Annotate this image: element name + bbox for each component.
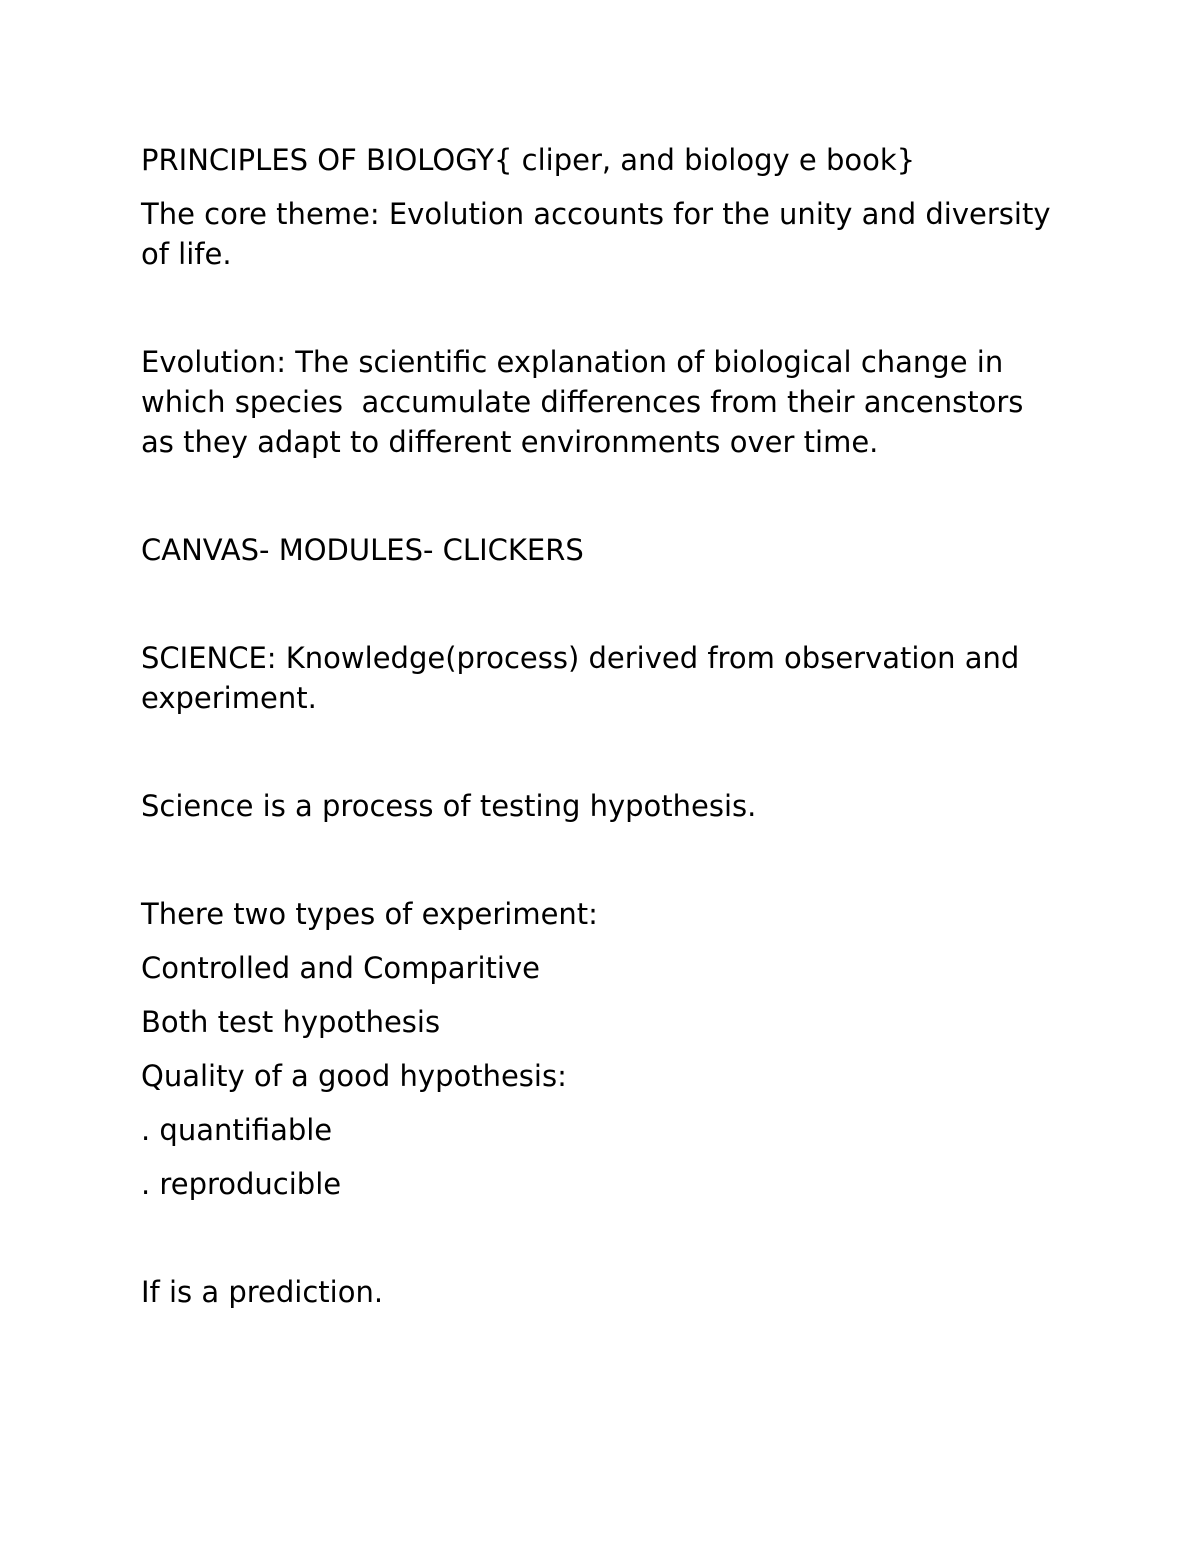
core-theme-paragraph: The core theme: Evolution accounts for the unity and diversity of life.: [141, 197, 1051, 271]
quality-item: . quantifiable: [141, 1113, 333, 1147]
hypothesis-quality-intro: Quality of a good hypothesis:: [141, 1059, 567, 1093]
science-definition-paragraph: SCIENCE: Knowledge(process) derived from observation and experiment.: [141, 641, 1020, 715]
both-test-line: Both test hypothesis: [141, 1005, 441, 1039]
document-title: PRINCIPLES OF BIOLOGY{ cliper, and biology e book}: [141, 143, 916, 177]
canvas-modules-clickers-line: CANVAS- MODULES- CLICKERS: [141, 533, 584, 567]
experiment-types-line: Controlled and Comparitive: [141, 951, 540, 985]
quality-item: . reproducible: [141, 1167, 342, 1201]
prediction-line: If is a prediction.: [141, 1275, 384, 1309]
evolution-definition-paragraph: Evolution: The scientific explanation of biological change in which species accumulate differences from their ancenstors as they adapt to different environments over time.: [141, 345, 1033, 459]
science-process-line: Science is a process of testing hypothesis.: [141, 789, 757, 823]
document-page: [141, 140, 1061, 1312]
experiment-types-intro: There two types of experiment:: [141, 897, 598, 931]
